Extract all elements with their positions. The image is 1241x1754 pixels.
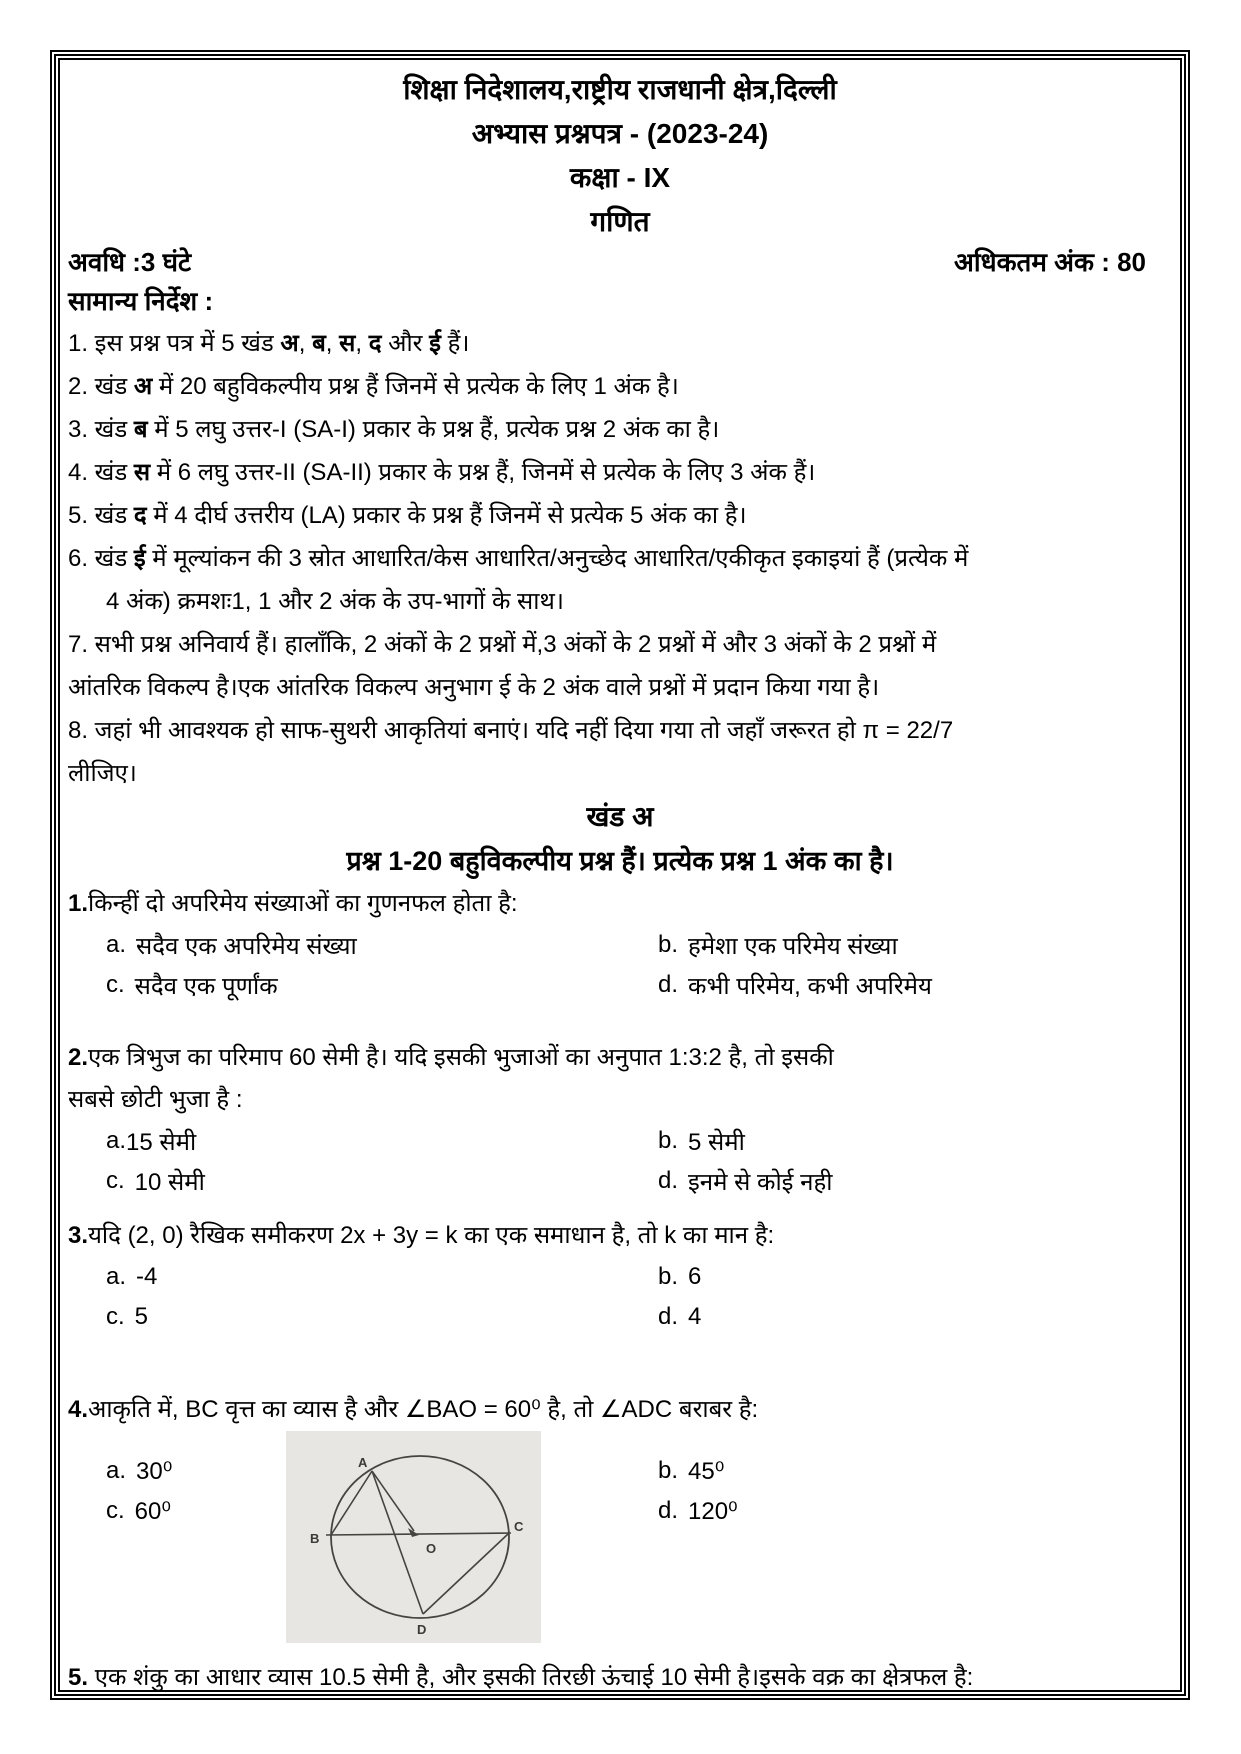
instruction-line-6 xyxy=(68,580,1172,623)
section-letter: स xyxy=(133,459,151,486)
question-number: 3. xyxy=(68,1222,89,1249)
exam-meta-row xyxy=(68,244,1172,280)
instruction-text: और xyxy=(381,330,430,357)
question-block-1 xyxy=(68,883,1172,1005)
question-block-3 xyxy=(68,1215,1172,1337)
option-item-a xyxy=(68,1257,620,1297)
instruction-text: , xyxy=(355,330,369,357)
scan-background xyxy=(286,1431,541,1643)
section-a-title: खंड अ xyxy=(586,801,654,832)
instruction-text: 6. खंड xyxy=(68,545,134,572)
header-paper-line: अभ्यास प्रश्नपत्र - (2023-24) xyxy=(471,118,769,149)
option-item-d xyxy=(620,1161,1172,1201)
instruction-line-4 xyxy=(68,451,1172,494)
option-item-d xyxy=(620,1491,1172,1531)
option-item-d xyxy=(620,1297,1172,1337)
figure-label-D: D xyxy=(417,1622,427,1637)
option-label: c. xyxy=(106,971,125,998)
option-text: सदैव एक पूर्णांक xyxy=(134,972,278,1000)
instruction-line-5 xyxy=(68,494,1172,537)
instruction-line-8 xyxy=(68,752,1172,795)
section-letter: अ xyxy=(280,330,299,357)
instruction-line-7 xyxy=(68,623,1172,666)
page-content xyxy=(60,60,1180,1690)
question-text: 2.एक त्रिभुज का परिमाप 60 सेमी है। यदि इसकी भुजाओं का अनुपात 1:3:2 है, तो इसकी xyxy=(68,1044,834,1071)
section-letter: स xyxy=(339,330,356,357)
option-item-c xyxy=(68,1161,620,1201)
option-text: 60⁰ xyxy=(134,1497,171,1525)
option-text: सदैव एक अपरिमेय संख्या xyxy=(136,932,357,960)
option-item-a xyxy=(68,925,620,965)
option-label: b. xyxy=(658,1127,679,1154)
questions-list xyxy=(68,883,1172,1690)
option-text: 120⁰ xyxy=(688,1497,738,1525)
question-number: 4. xyxy=(68,1396,89,1423)
question-options xyxy=(68,1121,1172,1201)
option-text: 30⁰ xyxy=(136,1457,173,1485)
general-instructions-heading: सामान्य निर्देश : xyxy=(68,286,214,316)
option-text: 15 सेमी xyxy=(126,1128,197,1156)
page-frame xyxy=(50,50,1190,1700)
instructions-list xyxy=(68,322,1172,795)
duration-label: अवधि :3 घंटे xyxy=(68,247,192,277)
section-letter: ई xyxy=(133,545,146,572)
question-text: सबसे छोटी भुजा है : xyxy=(68,1086,243,1113)
option-label: d. xyxy=(658,1303,679,1330)
option-label: c. xyxy=(106,1497,125,1524)
option-item-b xyxy=(620,925,1172,965)
section-letter: द xyxy=(368,330,382,357)
option-item-c xyxy=(68,1297,620,1337)
option-item-d xyxy=(620,965,1172,1005)
section-letter: अ xyxy=(133,373,153,400)
page-frame-inner-line xyxy=(58,58,1182,1692)
option-text: इनमे से कोई नही xyxy=(688,1168,833,1196)
option-item-a xyxy=(68,1121,620,1161)
option-label: b. xyxy=(658,1457,679,1484)
question-text: 1.किन्हीं दो अपरिमेय संख्याओं का गुणनफल होता है: xyxy=(68,890,518,917)
instruction-text: में मूल्यांकन की 3 स्रोत आधारित/केस आधारित/अनुच्छेद आधारित/एकीकृत इकाइयां हैं (प्रत्येक में xyxy=(145,545,969,572)
instruction-text: में 5 लघु उत्तर-I (SA-I) प्रकार के प्रश्न हैं, प्रत्येक प्रश्न 2 अंक का है। xyxy=(147,416,720,443)
instruction-line-8 xyxy=(68,709,1172,752)
section-letter: ब xyxy=(133,416,148,443)
figure-label-C: C xyxy=(514,1519,524,1534)
option-label: b. xyxy=(658,931,679,958)
question-options xyxy=(68,1451,1172,1531)
option-label: b. xyxy=(658,1263,679,1290)
section-letter: द xyxy=(133,502,147,529)
option-text: हमेशा एक परिमेय संख्या xyxy=(688,932,898,960)
question-options xyxy=(68,1257,1172,1337)
instruction-text: में 6 लघु उत्तर-II (SA-II) प्रकार के प्रश्न हैं, जिनमें से प्रत्येक के लिए 3 अंक हैं। xyxy=(150,459,816,486)
question-text: 4.आकृति में, BC वृत्त का व्यास है और ∠BAO = 60⁰ है, तो ∠ADC बराबर है: xyxy=(68,1396,759,1423)
instruction-line-7 xyxy=(68,666,1172,709)
instruction-text: 3. खंड xyxy=(68,416,134,443)
instruction-text: 4 अंक) क्रमशः1, 1 और 2 अंक के उप-भागों के साथ। xyxy=(106,588,564,615)
question-block-4 xyxy=(68,1389,1172,1643)
question-number: 5. xyxy=(68,1664,95,1690)
instruction-text: 2. खंड xyxy=(68,373,134,400)
option-text: 10 सेमी xyxy=(134,1168,205,1196)
question-options xyxy=(68,925,1172,1005)
option-text: -4 xyxy=(136,1263,158,1290)
question-block-2 xyxy=(68,1037,1172,1201)
question-block-5 xyxy=(68,1657,1172,1690)
option-label: c. xyxy=(106,1167,125,1194)
question-number: 2. xyxy=(68,1044,89,1071)
section-letter: ई xyxy=(429,330,441,357)
option-label: a. xyxy=(106,1263,127,1290)
instruction-line-3 xyxy=(68,408,1172,451)
figure-label-B: B xyxy=(310,1531,320,1546)
option-item-b xyxy=(620,1257,1172,1297)
instruction-text: में 20 बहुविकल्पीय प्रश्न हैं जिनमें से प्रत्येक के लिए 1 अंक है। xyxy=(152,373,679,400)
instruction-text: 5. खंड xyxy=(68,502,134,529)
page-frame-middle-line xyxy=(54,54,1186,1696)
question-text: 5. एक शंकु का आधार व्यास 10.5 सेमी है, और इसकी तिरछी ऊंचाई 10 सेमी है।इसके वक्र का क्षेत्रफल है: xyxy=(68,1664,974,1690)
instruction-line-1 xyxy=(68,322,1172,365)
option-item-c xyxy=(68,965,620,1005)
option-text: कभी परिमेय, कभी अपरिमेय xyxy=(688,972,932,1000)
circle-figure xyxy=(286,1431,541,1643)
instruction-line-6 xyxy=(68,537,1172,580)
question-number: 1. xyxy=(68,890,89,917)
option-label: a. xyxy=(106,931,127,958)
option-label: d. xyxy=(658,1497,679,1524)
instruction-text: , xyxy=(325,330,340,357)
option-item-b xyxy=(620,1121,1172,1161)
instruction-text: 4. खंड xyxy=(68,459,134,486)
question-text: 3.यदि (2, 0) रैखिक समीकरण 2x + 3y = k का एक समाधान है, तो k का मान है: xyxy=(68,1222,775,1249)
header-class-line: कक्षा - IX xyxy=(569,162,671,193)
figure-label-O: O xyxy=(426,1541,437,1556)
section-letter: ब xyxy=(312,330,326,357)
header-subject-line: गणित xyxy=(590,206,650,237)
option-label: d. xyxy=(658,1167,679,1194)
option-text: 6 xyxy=(688,1263,702,1290)
instruction-text: लीजिए। xyxy=(68,760,137,787)
instruction-text: हैं। xyxy=(440,330,470,357)
option-text: 4 xyxy=(688,1303,702,1330)
option-item-b xyxy=(620,1451,1172,1491)
section-a-subtitle: प्रश्न 1-20 बहुविकल्पीय प्रश्न हैं। प्रत्येक प्रश्न 1 अंक का है। xyxy=(346,846,894,876)
instruction-text: 7. सभी प्रश्न अनिवार्य हैं। हालाँकि, 2 अंकों के 2 प्रश्नों में,3 अंकों के 2 प्रश्नों में और 3 अंकों के 2 प्रश्नों में xyxy=(68,631,937,658)
instruction-text: आंतरिक विकल्प है।एक आंतरिक विकल्प अनुभाग ई के 2 अंक वाले प्रश्नों में प्रदान किया गया है। xyxy=(68,674,880,701)
instruction-text: में 4 दीर्घ उत्तरीय (LA) प्रकार के प्रश्न हैं जिनमें से प्रत्येक 5 अंक का है। xyxy=(146,502,747,529)
option-label: a. xyxy=(106,1127,127,1154)
instruction-text: 8. जहां भी आवश्यक हो साफ-सुथरी आकृतियां बनाएं। यदि नहीं दिया गया तो जहाँ जरूरत हो π = 22/7 xyxy=(68,717,954,744)
instruction-text: , xyxy=(298,330,313,357)
header-org-line: शिक्षा निदेशालय,राष्ट्रीय राजधानी क्षेत्र,दिल्ली xyxy=(403,74,837,105)
instruction-line-2 xyxy=(68,365,1172,408)
option-text: 45⁰ xyxy=(688,1457,725,1485)
option-text: 5 xyxy=(134,1303,149,1330)
option-label: a. xyxy=(106,1457,127,1484)
option-label: d. xyxy=(658,971,679,998)
figure-label-A: A xyxy=(358,1455,368,1470)
option-text: 5 सेमी xyxy=(688,1128,745,1156)
option-label: c. xyxy=(106,1303,125,1330)
max-marks-label: अधिकतम अंक : 80 xyxy=(953,247,1146,277)
instruction-text: 1. इस प्रश्न पत्र में 5 खंड xyxy=(68,330,281,357)
